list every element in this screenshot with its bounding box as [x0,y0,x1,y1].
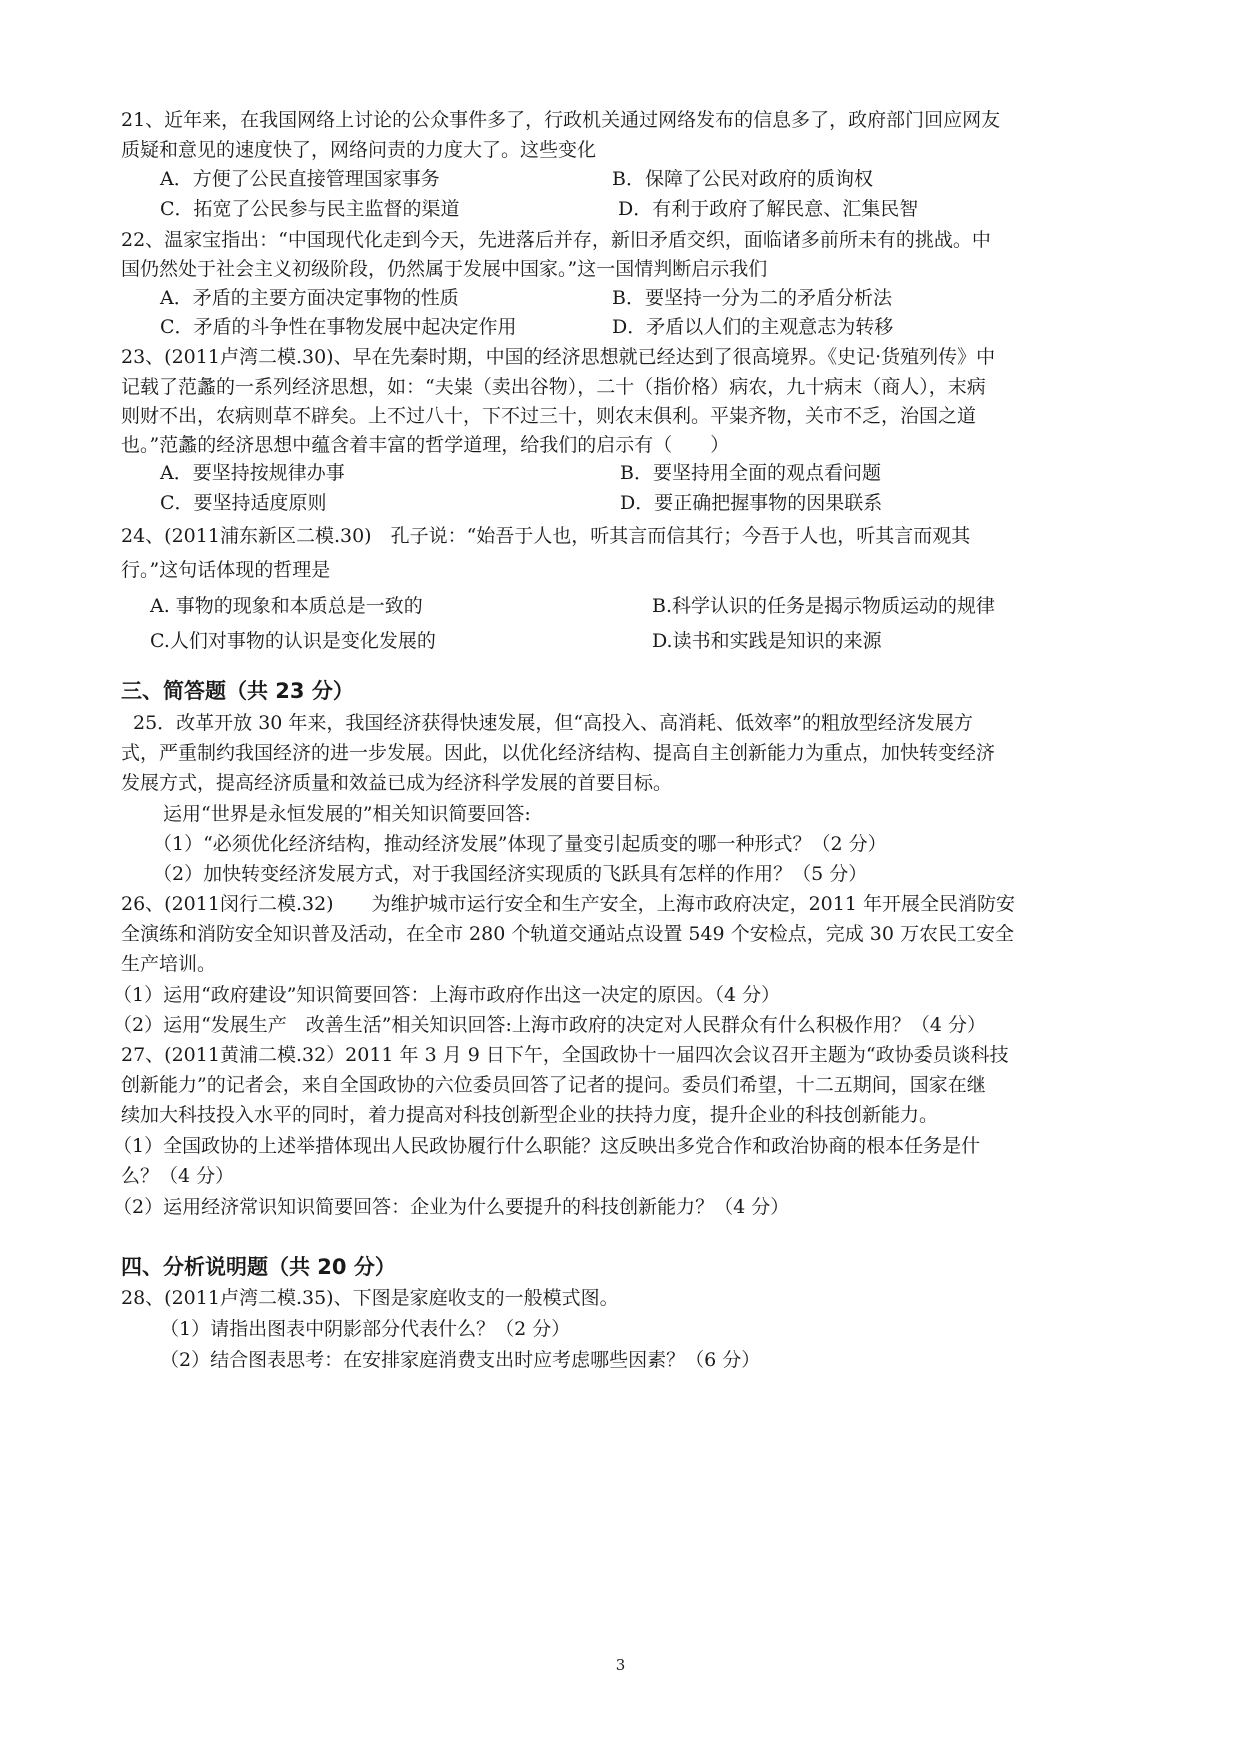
q27-subquestion-2: （2）运用经济常识知识简要回答：企业为什么要提升的科技创新能力？（4 分） [113,1196,790,1218]
q22-stem-line1: 22、温家宝指出：“中国现代化走到今天，先进落后并存，新旧矛盾交织，面临诸多前所未有的挑战。中 [121,229,991,251]
q26-stem-line2: 全演练和消防安全知识普及活动，在全市 280 个轨道交通站点设置 549 个安检点，完成 30 万农民工安全 [121,923,1014,945]
q25-subquestion-2: （2）加快转变经济发展方式，对于我国经济实现质的飞跃具有怎样的作用？（5 分） [153,863,868,885]
q25-subquestion-1: （1）“必须优化经济结构，推动经济发展”体现了量变引起质变的哪一种形式？（2 分） [153,833,887,855]
q28-subquestion-1: （1）请指出图表中阴影部分代表什么？（2 分） [160,1318,571,1340]
q23-option-d: D．要正确把握事物的因果联系 [620,492,883,514]
q23-option-c: C．要坚持适度原则 [160,492,327,514]
q25-stem-line3: 发展方式，提高经济质量和效益已成为经济科学发展的首要目标。 [121,772,673,794]
q24-option-a: A. 事物的现象和本质总是一致的 [150,595,423,617]
q24-option-c: C.人们对事物的认识是变化发展的 [150,630,436,652]
section4-heading: 四、分析说明题（共 20 分） [121,1255,396,1279]
q21-option-c: C．拓宽了公民参与民主监督的渠道 [160,198,460,220]
q21-option-b: B．保障了公民对政府的质询权 [612,168,873,190]
q26-stem-line1: 26、(2011闵行二模.32) 为维护城市运行安全和生产安全，上海市政府决定，2011 年开展全民消防安 [121,893,1015,915]
q23-stem-line1: 23、(2011卢湾二模.30)、早在先秦时期，中国的经济思想就已经达到了很高境界。《史记·货殖列传》中 [121,346,996,368]
q21-option-d: D．有利于政府了解民意、汇集民智 [618,198,919,220]
q21-stem-line2: 质疑和意见的速度快了，网络问责的力度大了。这些变化 [121,139,597,161]
q27-subquestion-1-line1: （1）全国政协的上述举措体现出人民政协履行什么职能？这反映出多党合作和政治协商的根本任务是什 [113,1135,981,1157]
q21-stem-line1: 21、近年来，在我国网络上讨论的公众事件多了，行政机关通过网络发布的信息多了，政府部门回应网友 [121,109,1001,131]
q27-stem-line2: 创新能力”的记者会，来自全国政协的六位委员回答了记者的提问。委员们希望，十二五期间，国家在继 [121,1074,986,1096]
q23-stem-line4: 也。”范蠡的经济思想中蕴含着丰富的哲学道理，给我们的启示有（ ） [121,434,730,456]
q27-subquestion-1-line2: 么？（4 分） [121,1165,235,1187]
q22-stem-line2: 国仍然处于社会主义初级阶段，仍然属于发展中国家。”这一国情判断启示我们 [121,258,768,280]
q23-stem-line2: 记载了范蠡的一系列经济思想，如：“夫粜（卖出谷物），二十（指价格）病农，九十病末（商人），末病 [121,376,986,398]
q25-stem-line4: 运用“世界是永恒发展的”相关知识简要回答: [163,803,531,825]
q22-option-d: D．矛盾以人们的主观意志为转移 [612,316,894,338]
q26-stem-line3: 生产培训。 [121,953,217,975]
q22-option-c: C．矛盾的斗争性在事物发展中起决定作用 [160,316,517,338]
q23-option-a: A．要坚持按规律办事 [160,462,345,484]
q24-option-b: B.科学认识的任务是揭示物质运动的规律 [652,595,996,617]
q24-stem-line2: 行。”这句话体现的哲理是 [121,559,331,581]
q21-option-a: A．方便了公民直接管理国家事务 [160,168,440,190]
q22-option-b: B．要坚持一分为二的矛盾分析法 [612,287,892,309]
q23-option-b: B．要坚持用全面的观点看问题 [620,462,881,484]
q27-stem-line1: 27、(2011黄浦二模.32）2011 年 3 月 9 日下午，全国政协十一届四次会议召开主题为“政协委员谈科技 [121,1044,1009,1066]
q24-option-d: D.读书和实践是知识的来源 [652,630,882,652]
q25-stem-line1: 25．改革开放 30 年来，我国经济获得快速发展，但“高投入、高消耗、低效率”的粗放型经济发展方 [133,712,973,734]
q26-subquestion-1: （1）运用“政府建设”知识简要回答：上海市政府作出这一决定的原因。（4 分） [113,984,781,1006]
q28-subquestion-2: （2）结合图表思考：在安排家庭消费支出时应考虑哪些因素？（6 分） [160,1349,761,1371]
q26-subquestion-2: （2）运用“发展生产 改善生活”相关知识回答:上海市政府的决定对人民群众有什么积极作用？（4 分） [113,1014,987,1036]
q27-stem-line3: 续加大科技投入水平的同时，着力提高对科技创新型企业的扶持力度，提升企业的科技创新能力。 [121,1104,939,1126]
q22-option-a: A．矛盾的主要方面决定事物的性质 [160,287,459,309]
q25-stem-line2: 式，严重制约我国经济的进一步发展。因此，以优化经济结构、提高自主创新能力为重点，加快转变经济 [121,742,996,764]
section3-heading: 三、简答题（共 23 分） [121,679,354,703]
q23-stem-line3: 则财不出，农病则草不辟矣。上不过八十，下不过三十，则农末俱利。平粜齐物，关市不乏，治国之道 [121,405,977,427]
q24-stem-line1: 24、(2011浦东新区二模.30) 孔子说：“始吾于人也，听其言而信其行；今吾于人也，听其言而观其 [121,525,971,547]
q28-stem-line1: 28、(2011卢湾二模.35)、下图是家庭收支的一般模式图。 [121,1287,619,1309]
page-number: 3 [615,1656,626,1674]
